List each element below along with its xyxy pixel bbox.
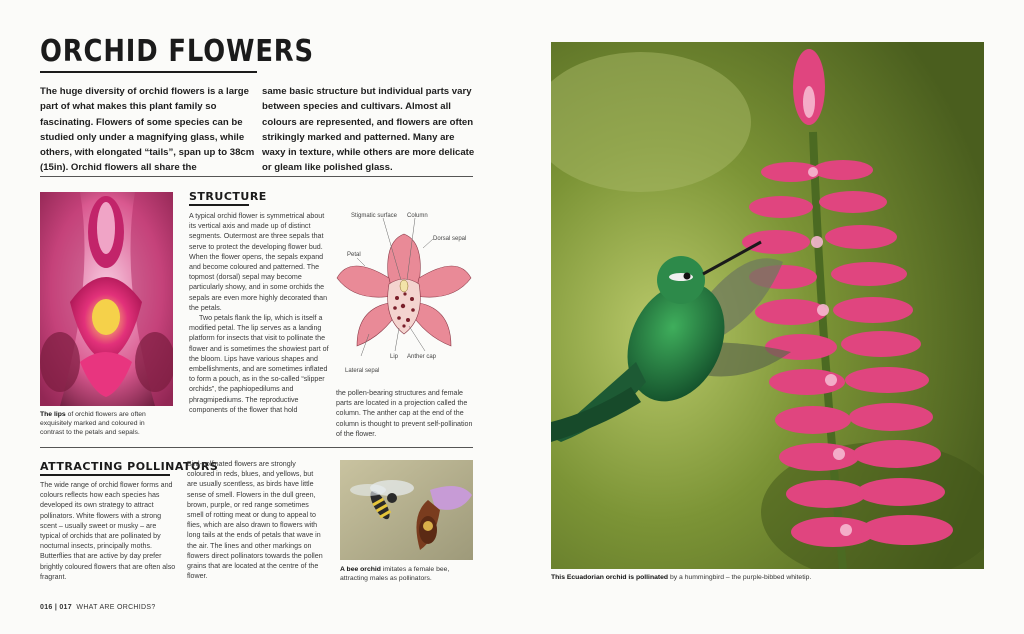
lip-caption: The lips of orchid flowers are often exquisitely marked and coloured in contrast to the petals and sepals. [40, 411, 146, 436]
label-anther-cap: Anther cap [407, 354, 437, 360]
structure-heading: STRUCTURE [189, 190, 267, 203]
intro-paragraph-right: same basic structure but individual parts vary between species and cultivars. Almost all colours are represented, and flowers are often strikingly marked and patterned. Many are waxy in texture, while others are more delicate or gleam like polished glass. [262, 86, 475, 174]
page-folio: 016 | 017 WHAT ARE ORCHIDS? [40, 604, 156, 611]
label-dorsal-sepal: Dorsal sepal [433, 236, 467, 242]
structure-text-column-1: A typical orchid flower is symmetrical about its vertical axis and made up of distinct segments. Outermost are three sepals that serve to protect the developing flower bud. When the flower opens, the sepals expand and become coloured and patterned. The topmost (dorsal) sepal may become particularly showy, and in some orchids the sepals are even more highly decorated than the petals. Two petals flank the lip, which is itself a modified petal. The lip serves as a landing platform for insects that visit to pollinate the flower and is sometimes the showiest part of the bloom. Lips have various shapes and embellishments, and are sometimes inflated to form a pouch, as in the so-called “slipper orchids”, the paphiopedilums and phragmipediums. The reproductive components of the flower that hold [189, 212, 329, 414]
pollinators-heading-underline [40, 474, 170, 476]
structure-text-column-2: the pollen-bearing structures and female parts are located in a projection called the column. The anther cap at the end of the column is thought to prevent self-pollination of the flower. [336, 389, 473, 438]
pollinators-text-column-1: The wide range of orchid flower forms and colours reflects how each species has developed its own strategy to attract pollinators. White flowers with a strong scent – usually sweet or musky – are typical of orchids that are pollinated by nocturnal insects, principally moths. Butterflies that are active by day prefer brightly coloured flowers that are often also fragrant. [40, 481, 176, 581]
bee-orchid-photo [340, 460, 473, 560]
title-underline [40, 71, 257, 73]
orchid-lip-photo [40, 192, 173, 406]
label-lip: Lip [390, 354, 399, 360]
bee-orchid-caption: A bee orchid imitates a female bee, attracting males as pollinators. [340, 566, 450, 582]
intro-paragraph-left: The huge diversity of orchid flowers is a large part of what makes this plant family so fascinating. Flowers of some species can be studied only under a magnifying glass, while others, with elongated “tails”, span up to 38cm (15in). Orchid flowers all share the [40, 86, 255, 174]
label-lateral-sepal: Lateral sepal [345, 368, 380, 374]
divider-top [40, 176, 473, 177]
label-stigmatic-surface: Stigmatic surface [351, 213, 398, 219]
divider-middle [40, 447, 473, 448]
main-photo-caption: This Ecuadorian orchid is pollinated by a hummingbird – the purple-bibbed whitetip. [551, 574, 812, 581]
hummingbird-orchid-photo [551, 42, 984, 569]
page-title: ORCHID FLOWERS [40, 34, 314, 69]
orchid-structure-diagram [333, 206, 475, 384]
label-column: Column [407, 213, 428, 219]
structure-heading-underline [189, 204, 249, 206]
pollinators-text-column-2: Bird-pollinated flowers are strongly coloured in reds, blues, and yellows, but are usually scentless, as birds have little sense of smell. Flowers in the dull green, brown, purple, or red range sometimes smell of rotting meat or dung to appeal to flies, which are also drawn to flowers with long tails at the ends of petals that wave in the air. The lines and other markings on flowers direct pollinators towards the pollen grains that are located at the centre of the flower. [187, 460, 323, 581]
pollinators-heading: ATTRACTING POLLINATORS [40, 460, 219, 473]
label-petal: Petal [347, 252, 361, 258]
